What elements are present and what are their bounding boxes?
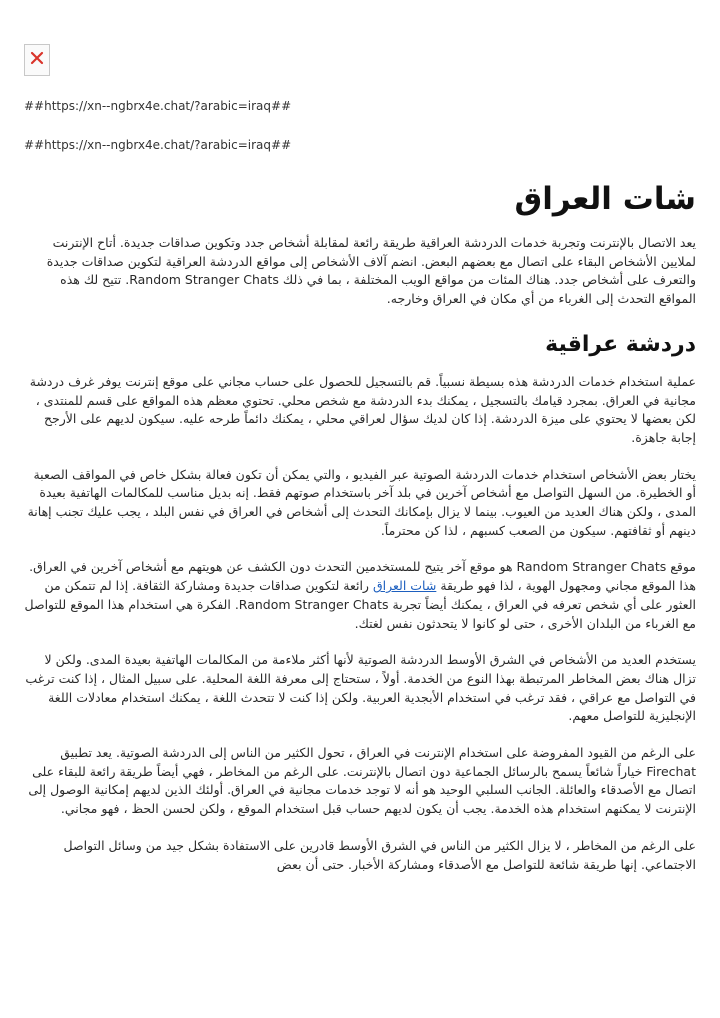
paragraph-usage: عملية استخدام خدمات الدردشة هذه بسيطة نسبياً. قم بالتسجيل للحصول على حساب مجاني على موقع إنترنت يوفر غرف دردشة مجانية في العراق. بمجرد قيامك بالتسجيل ، يمكنك بدء الدردشة مع شخص محلي. تحتوي معظم هذه المواقع على قسم للمنتدى ، لكن بعضها لا يحتوي على ميزة الدردشة. إذا كان لديك سؤال لعراقي محلي ، يمكنك دائماً طرحه عليه. سيكون لديهم على الأرجح إجابة جاهزة. [29,373,696,445]
url-text: ##https://xn--ngbrx4e.chat/?arabic=iraq## [24,99,292,113]
section-title: دردشة عراقية [545,331,696,357]
paragraph-random-stranger [24,558,696,633]
page-title: شات العراق [514,181,696,217]
paragraph-voice-video: يختار بعض الأشخاص استخدام خدمات الدردشة الصوتية عبر الفيديو ، والتي يمكن أن تكون فعالة بشكل خاص في المواقف الصعبة أو الخطيرة. من السهل التواصل مع أشخاص آخرين في بلد آخر باستخدام صوتهم فقط. إنه بديل مناسب للمكالمات الهاتفية بعيدة المدى ، ولكن هناك العديد من العيوب. بينما لا يزال بإمكانك التحدث إلى أشخاص في العراق في نفس البلد ، يجب عليك تجنب إهانة دينهم أو ثقافتهم. سيكون من الصعب كسبهم ، لذا كن محترماً. [27,466,696,538]
paragraph-text: موقع Random Stranger Chats هو موقع آخر يتيح للمستخدمين التحدث دون الكشف عن هويتهم مع أشخاص آخرين في العراق. هذا الموقع مجاني ومجهول الهوية ، لذا فهو طريقة [29,559,696,594]
paragraph-social-media: على الرغم من المخاطر ، لا يزال الكثير من الناس في الشرق الأوسط قادرين على الاستفادة بشكل جيد من وسائل التواصل الاجتماعي. إنها طريقة شائعة للتواصل مع الأصدقاء ومشاركة الأخبار. حتى أن بعض [63,837,696,872]
paragraph-text: رائعة لتكوين صداقات جديدة ومشاركة الثقافة. إذا لم تتمكن من العثور على أي شخص تعرفه في العراق ، يمكنك أيضاً تجربة Random Stranger Chats. الفكرة هي استخدام هذا الموقع للتواصل مع الغرباء من البلدان الأخرى ، حتى لو كانوا لا يتحدثون نفس لغتك. [24,578,696,631]
iraq-chat-link[interactable]: شات العراق [372,578,437,594]
url-text-repeat: ##https://xn--ngbrx4e.chat/?arabic=iraq## [24,138,292,152]
intro-paragraph: يعد الاتصال بالإنترنت وتجربة خدمات الدردشة العراقية طريقة رائعة لمقابلة أشخاص جدد وتكوين صداقات جديدة. أتاح الإنترنت لملايين الأشخاص البقاء على اتصال مع بعضهم البعض. انضم آلاف الأشخاص إلى مواقع الدردشة العراقية لتكوين صداقات جديدة والتعرف على أشخاص جدد. هناك المئات من مواقع الويب المختلفة ، بما في ذلك Random Stranger Chats. تتيح لك هذه المواقع التحدث إلى الغرباء من أي مكان في العراق وخارجه. [46,235,696,307]
broken-image [24,44,50,76]
paragraph-restrictions: على الرغم من القيود المفروضة على استخدام الإنترنت في العراق ، تحول الكثير من الناس إلى الدردشة الصوتية. يعد تطبيق Firechat خياراً شائعاً يسمح بالرسائل الجماعية دون اتصال بالإنترنت. على الرغم من المخاطر ، فهي أيضاً طريقة رائعة للبقاء على اتصال مع الأصدقاء والعائلة. الجانب السلبي الوحيد هو أنه لا توجد خدمات مجانية في العراق. أولئك الذين لديهم إمكانية الوصول إلى الإنترنت لا يمكنهم استخدام هذه الخدمة. يجب أن يكون لديهم حساب قبل استخدام الموقع ، ولكن لحسن الحظ ، فهو مجاني. [28,745,696,817]
article [24,176,696,892]
paragraph-middle-east: يستخدم العديد من الأشخاص في الشرق الأوسط الدردشة الصوتية لأنها أكثر ملاءمة من المكالمات الهاتفية بعيدة المدى. ولكن لا تزال هناك بعض المخاطر المرتبطة بهذا النوع من الخدمة. أولاً ، ستحتاج إلى معرفة اللغة المحلية. على سبيل المثال ، إذا كنت ترغب في التواصل مع عراقي ، فقد ترغب في استخدام الأبجدية العربية. ولكن إذا كنت لا تتحدث اللغة ، يمكنك استخدام معادلات اللغة الإنجليزية للتواصل معهم. [25,652,696,724]
broken-image-icon [30,51,44,65]
